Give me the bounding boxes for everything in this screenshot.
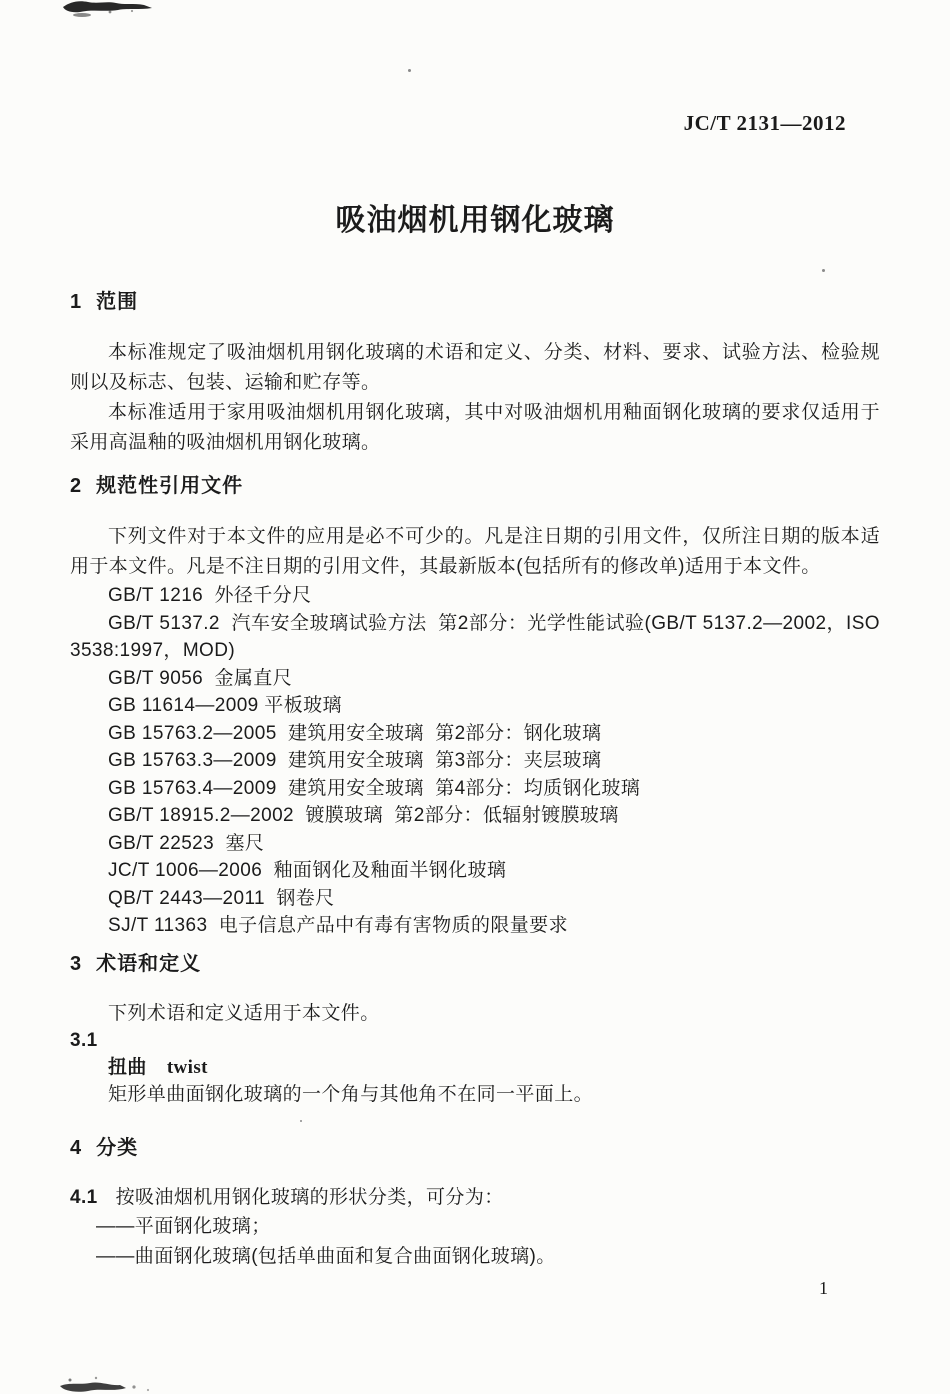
term-english: twist — [166, 1056, 208, 1078]
document-title: 吸油烟机用钢化玻璃 — [335, 204, 615, 237]
reference-item: GB/T 5137.2 汽车安全玻璃试验方法 第2部分：光学性能试验(GB/T 5137.2—2002，ISO 3538:1997，MOD) — [70, 612, 886, 661]
section-4-number: 4 — [70, 1136, 83, 1159]
terms-and-definitions — [70, 1000, 880, 1108]
scan-speck — [408, 69, 411, 72]
term-definition: 矩形单曲面钢化玻璃的一个角与其他角不在同一平面上。 — [108, 1083, 594, 1105]
section-4-title: 分类 — [96, 1136, 139, 1159]
term-number: 3.1 — [70, 1029, 98, 1051]
scope-paragraph-1: 本标准规定了吸油烟机用钢化玻璃的术语和定义、分类、材料、要求、试验方法、检验规则以及标志、包装、运输和贮存等。 — [70, 342, 880, 393]
references-intro: 下列文件对于本文件的应用是必不可少的。凡是注日期的引用文件，仅所注日期的版本适用于本文件。凡是不注日期的引用文件，其最新版本(包括所有的修改单)适用于本文件。 — [70, 526, 880, 577]
reference-item: QB/T 2443—2011 钢卷尺 — [108, 887, 335, 909]
reference-item: GB/T 18915.2—2002 镀膜玻璃 第2部分：低辐射镀膜玻璃 — [108, 805, 619, 826]
classification-item-flat: ——平面钢化玻璃； — [96, 1215, 271, 1237]
page-number: 1 — [819, 1278, 828, 1298]
section-2-title: 规范性引用文件 — [96, 475, 244, 497]
standard-number: JC/T 2131—2012 — [683, 111, 846, 135]
section-3-title: 术语和定义 — [96, 952, 202, 975]
reference-item: GB 11614—2009 平板玻璃 — [108, 695, 342, 716]
reference-item: SJ/T 11363 电子信息产品中有毒有害物质的限量要求 — [108, 915, 568, 936]
page-content — [0, 200, 950, 1272]
term-chinese: 扭曲 — [108, 1056, 147, 1078]
normative-references-list — [70, 582, 886, 940]
scan-artifact-bottom-left — [56, 1372, 166, 1394]
clause-number: 4.1 — [70, 1186, 98, 1208]
section-2-heading — [70, 472, 880, 500]
reference-item: GB/T 22523 塞尺 — [108, 832, 265, 854]
section-1-number: 1 — [70, 291, 83, 313]
term-entry — [70, 1054, 880, 1081]
classification-item-curved: ——曲面钢化玻璃(包括单曲面和复合曲面钢化玻璃)。 — [96, 1245, 556, 1267]
section-1-heading — [70, 288, 880, 316]
reference-item: GB/T 9056 金属直尺 — [108, 667, 293, 689]
reference-item: GB 15763.4—2009 建筑用安全玻璃 第4部分：均质钢化玻璃 — [108, 777, 641, 799]
scan-speck — [822, 269, 825, 272]
reference-item: GB 15763.3—2009 建筑用安全玻璃 第3部分：夹层玻璃 — [108, 750, 602, 771]
section-3-number: 3 — [70, 952, 83, 975]
section-3-heading — [70, 950, 880, 978]
terms-intro: 下列术语和定义适用于本文件。 — [108, 1002, 380, 1024]
reference-item: GB 15763.2—2005 建筑用安全玻璃 第2部分：钢化玻璃 — [108, 722, 602, 744]
classification-clause — [70, 1184, 880, 1212]
section-2-number: 2 — [70, 475, 83, 497]
clause-text: 按吸油烟机用钢化玻璃的形状分类，可分为： — [115, 1186, 504, 1208]
scan-speck — [300, 1120, 302, 1122]
scan-artifact-top-left — [62, 0, 154, 20]
reference-item: JC/T 1006—2006 釉面钢化及釉面半钢化玻璃 — [108, 860, 507, 881]
reference-item: GB/T 1216 外径千分尺 — [108, 585, 312, 606]
scope-paragraph-2: 本标准适用于家用吸油烟机用钢化玻璃，其中对吸油烟机用釉面钢化玻璃的要求仅适用于采用高温釉的吸油烟机用钢化玻璃。 — [70, 402, 880, 453]
section-4-heading — [70, 1134, 880, 1162]
section-1-title: 范围 — [96, 291, 139, 313]
